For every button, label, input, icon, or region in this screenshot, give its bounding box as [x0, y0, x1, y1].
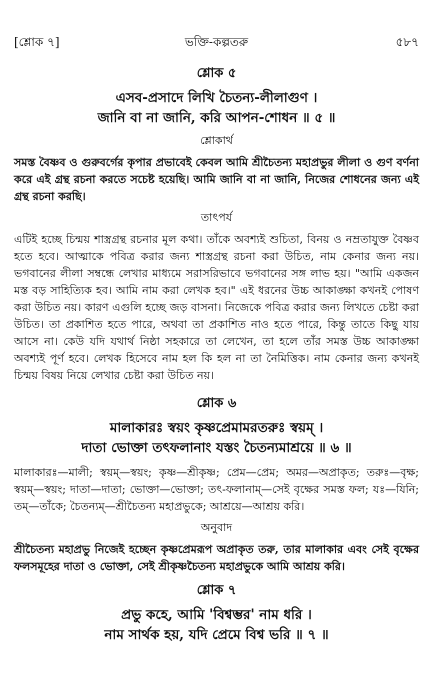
sloka-6-synonyms: মালাকারঃ—মালী; স্বয়ম্—স্বয়ং; কৃষ্ণ—শ্রীকৃষ্ণ; প্রেম—প্রেম; অমর—অপ্রাকৃত; তরুঃ—বৃক্ষ; স্বয়ম্—স্বয়ং; দাতা—দাতা; ভোক্তা—ভোক্তা; তৎ-ফলানাম্—সেই বৃক্ষের সমস্ত ফল; যঃ—যিনি; তম্—তাঁকে; চৈতন্যম্—শ্রীচৈতন্য মহাপ্রভুকে; আশ্রয়ে—আশ্রয় করি।: [14, 466, 419, 513]
sloka-6-translation-label: অনুবাদ: [200, 521, 233, 534]
sloka-6-line-2: দাতা ভোক্তা তৎফলানাং যস্তং চৈতন্যমাশ্রয়ে ॥ ৬ ॥: [81, 440, 352, 456]
page-header: [14, 34, 419, 52]
sloka-5-translation-label: শ্লোকার্থ: [200, 134, 233, 147]
sloka-6-translation: শ্রীচৈতন্য মহাপ্রভু নিজেই হচ্ছেন কৃষ্ণপ্রেমরূপ অপ্রাকৃত তরু, তার মালাকার এবং সেই বৃক্ষের ফলসমূহের দাতা ও ভোক্তা, সেই শ্রীকৃষ্ণচৈতন্য মহাপ্রভুকে আমি আশ্রয় করি।: [14, 543, 419, 573]
header-book-title: ভক্তি-কল্পতরু: [184, 35, 249, 49]
sloka-5-line-1: এসব-প্রসাদে লিখি চৈতন্য-লীলাগুণ ।: [115, 90, 318, 106]
sloka-5-purport-label: তাৎপর্য: [200, 211, 233, 224]
page-content: [14, 64, 419, 645]
sloka-5-heading: শ্লোক ৫: [196, 66, 237, 81]
sloka-5-line-2: জানি বা না জানি, করি আপন-শোধন ॥ ৫ ॥: [97, 110, 336, 126]
sloka-7-line-2: নাম সার্থক হয়, যদি প্রেমে বিশ্ব ভরি ॥ ৭ ॥: [104, 627, 329, 643]
sloka-7-heading: শ্লোক ৭: [196, 583, 237, 598]
sloka-5: [14, 64, 419, 384]
sloka-6-heading: শ্লোক ৬: [196, 396, 237, 411]
sloka-6-line-1: মালাকারঃ স্বয়ং কৃষ্ণপ্রেমামরতরুঃ স্বয়ম্ ।: [109, 420, 324, 436]
sloka-7-line-1: প্রভু কহে, আমি 'বিশ্বম্ভর' নাম ধরি ।: [121, 607, 312, 623]
header-page-number: ৫৮৭: [395, 35, 419, 49]
sloka-6: [14, 394, 419, 575]
sloka-7: [14, 581, 419, 645]
sloka-5-purport: এটিই হচ্ছে চিন্ময় শাস্ত্রগ্রন্থ রচনার মূল কথা। তাঁকে অবশ্যই শুচিতা, বিনয় ও নম্রতাযুক্ত বৈষ্ণব হতে হবে। আত্মাকে পবিত্র করার জন্য শাস্ত্রগ্রন্থ রচনা করা উচিত, নাম কেনার জন্য নয়। ভগবানের লীলা সম্বন্ধে লেখার মাধ্যমে সরাসরিভাবে ভগবানের সঙ্গ লাভ হয়। "আমি একজন মস্ত বড় সাহিত্যিক হব। আমি নাম করা লেখক হব।" এই ধরনের উচ্চ আকাঙ্ক্ষা কখনই পোষণ করা উচিত নয়। কারণ এগুলি হচ্ছে জড় বাসনা। নিজেকে পবিত্র করার জন্য লিখতে চেষ্টা করা উচিত। তা প্রকাশিত হতে পারে, অথবা তা প্রকাশিত নাও হতে পারে, কিন্তু তাতে কিছু যায় আসে না। কেউ যদি যথার্থ নিষ্ঠা সহকারে তা লেখেন, তা হলে তাঁর সমস্ত উচ্চ আকাঙ্ক্ষা অবশ্যই পূর্ণ হবে। লেখক হিসেবে নাম হল কি হল না তা নৈমিত্তিক। নাম কেনার জন্য কখনই চিন্ময় বিষয় নিয়ে লেখার চেষ্টা করা উচিত নয়।: [14, 233, 419, 382]
header-verse-ref: [শ্লোক ৭]: [14, 35, 60, 49]
sloka-5-translation: সমস্ত বৈষ্ণব ও গুরুবর্গের কৃপার প্রভাবেই কেবল আমি শ্রীচৈতন্য মহাপ্রভুর লীলা ও গুণ বর্ণনা করে এই গ্রন্থ রচনা করতে সচেষ্ট হয়েছি। আমি জানি বা না জানি, নিজের শোধনের জন্য এই গ্রন্থ রচনা করছি।: [14, 156, 419, 203]
